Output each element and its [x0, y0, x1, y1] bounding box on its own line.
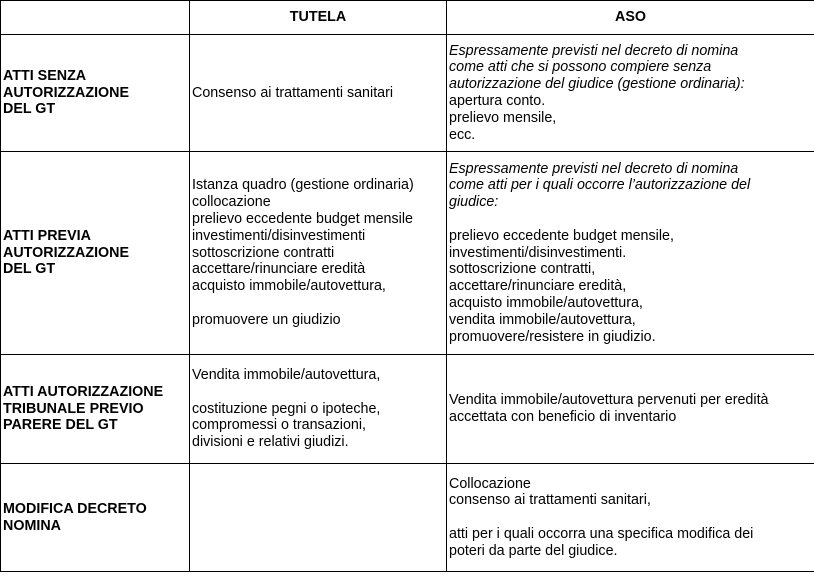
table-row-modifica-decreto-nomina — [1, 464, 814, 572]
aso-line: acquisto immobile/autovettura, — [449, 294, 643, 311]
tutela-line: accettare/rinunciare eredità — [192, 261, 366, 278]
row-label-line: ATTI SENZA — [3, 67, 87, 84]
row-label — [1, 35, 190, 152]
blank-line — [192, 384, 444, 401]
aso-line: apertura conto. — [449, 93, 546, 109]
tutela-line: acquisto immobile/autovettura, — [192, 278, 386, 295]
header-row — [1, 1, 814, 35]
tutela-line: promuovere un giudizio — [192, 311, 341, 328]
header-aso: ASO — [447, 1, 814, 35]
row-label-line: NOMINA — [3, 517, 61, 534]
row-label-line: DEL GT — [3, 101, 56, 118]
row-label-line: TRIBUNALE PREVIO — [3, 400, 144, 417]
table-row-atti-senza-autorizzazione — [1, 35, 814, 152]
tutela-cell — [190, 355, 447, 464]
blank-line — [449, 211, 812, 228]
blank-line — [192, 295, 444, 312]
aso-cell — [447, 464, 814, 572]
tutela-line: costituzione pegni o ipoteche, — [192, 400, 381, 417]
tutela-line: Istanza quadro (gestione ordinaria) — [192, 177, 414, 194]
aso-line: prelievo mensile, — [449, 109, 557, 126]
tutela-line: investimenti/disinvestimenti — [192, 227, 366, 244]
aso-line: atti per i quali occorra una specifica modifica dei — [449, 525, 754, 542]
aso-line: Vendita immobile/autovettura pervenuti per eredità — [449, 392, 769, 409]
tutela-line: compromessi o transazioni, — [192, 417, 367, 434]
row-label-line: ATTI PREVIA — [3, 227, 91, 244]
row-label-line: ATTI AUTORIZZAZIONE — [3, 383, 164, 400]
aso-cell — [447, 35, 814, 152]
aso-italic-line: come atti per i quali occorre l’autorizzazione del — [449, 177, 751, 194]
row-label-line: MODIFICA DECRETO — [3, 500, 147, 517]
tutela-line: sottoscrizione contratti — [192, 244, 335, 261]
aso-line: consenso ai trattamenti sanitari, — [449, 492, 651, 509]
table-row-atti-previa-autorizzazione — [1, 152, 814, 355]
aso-italic-line: Espressamente previsti nel decreto di nomina — [449, 160, 739, 177]
aso-line: poteri da parte del giudice. — [449, 542, 618, 559]
tutela-line: Consenso ai trattamenti sanitari — [192, 84, 394, 101]
table-row-atti-autorizzazione-tribunale — [1, 355, 814, 464]
header-empty-cell — [1, 1, 190, 35]
row-label-line: DEL GT — [3, 261, 56, 278]
tutela-cell — [190, 152, 447, 355]
aso-line: ecc. — [449, 126, 476, 143]
row-label — [1, 464, 190, 572]
aso-line: vendita immobile/autovettura, — [449, 311, 636, 328]
aso-line: accettata con beneficio di inventario — [449, 409, 677, 425]
aso-italic-line: giudice: — [449, 194, 499, 211]
aso-line: sottoscrizione contratti, — [449, 261, 596, 278]
row-label — [1, 152, 190, 355]
tutela-line: divisioni e relativi giudizi. — [192, 434, 349, 451]
aso-line: investimenti/disinvestimenti. — [449, 244, 627, 261]
tutela-cell — [190, 35, 447, 152]
row-label — [1, 355, 190, 464]
row-label-line: AUTORIZZAZIONE — [3, 244, 130, 261]
aso-cell — [447, 152, 814, 355]
aso-line: accettare/rinunciare eredità, — [449, 278, 627, 295]
aso-line: Collocazione — [449, 475, 531, 492]
aso-italic-line: Espressamente previsti nel decreto di nomina — [449, 42, 739, 59]
tutela-line: Vendita immobile/autovettura, — [192, 367, 381, 383]
aso-italic-line: come atti che si possono compiere senza — [449, 59, 712, 76]
aso-cell — [447, 355, 814, 464]
tutela-cell — [190, 464, 447, 572]
aso-line: promuovere/resistere in giudizio. — [449, 328, 656, 345]
blank-line — [449, 509, 812, 526]
aso-line: prelievo eccedente budget mensile, — [449, 227, 674, 244]
aso-italic-line: autorizzazione del giudice (gestione ordinaria): — [449, 76, 745, 93]
header-tutela: TUTELA — [190, 1, 447, 35]
tutela-line: prelievo eccedente budget mensile — [192, 211, 413, 227]
row-label-line: PARERE DEL GT — [3, 417, 118, 434]
row-label-line: AUTORIZZAZIONE — [3, 84, 130, 101]
tutela-line: collocazione — [192, 194, 271, 211]
